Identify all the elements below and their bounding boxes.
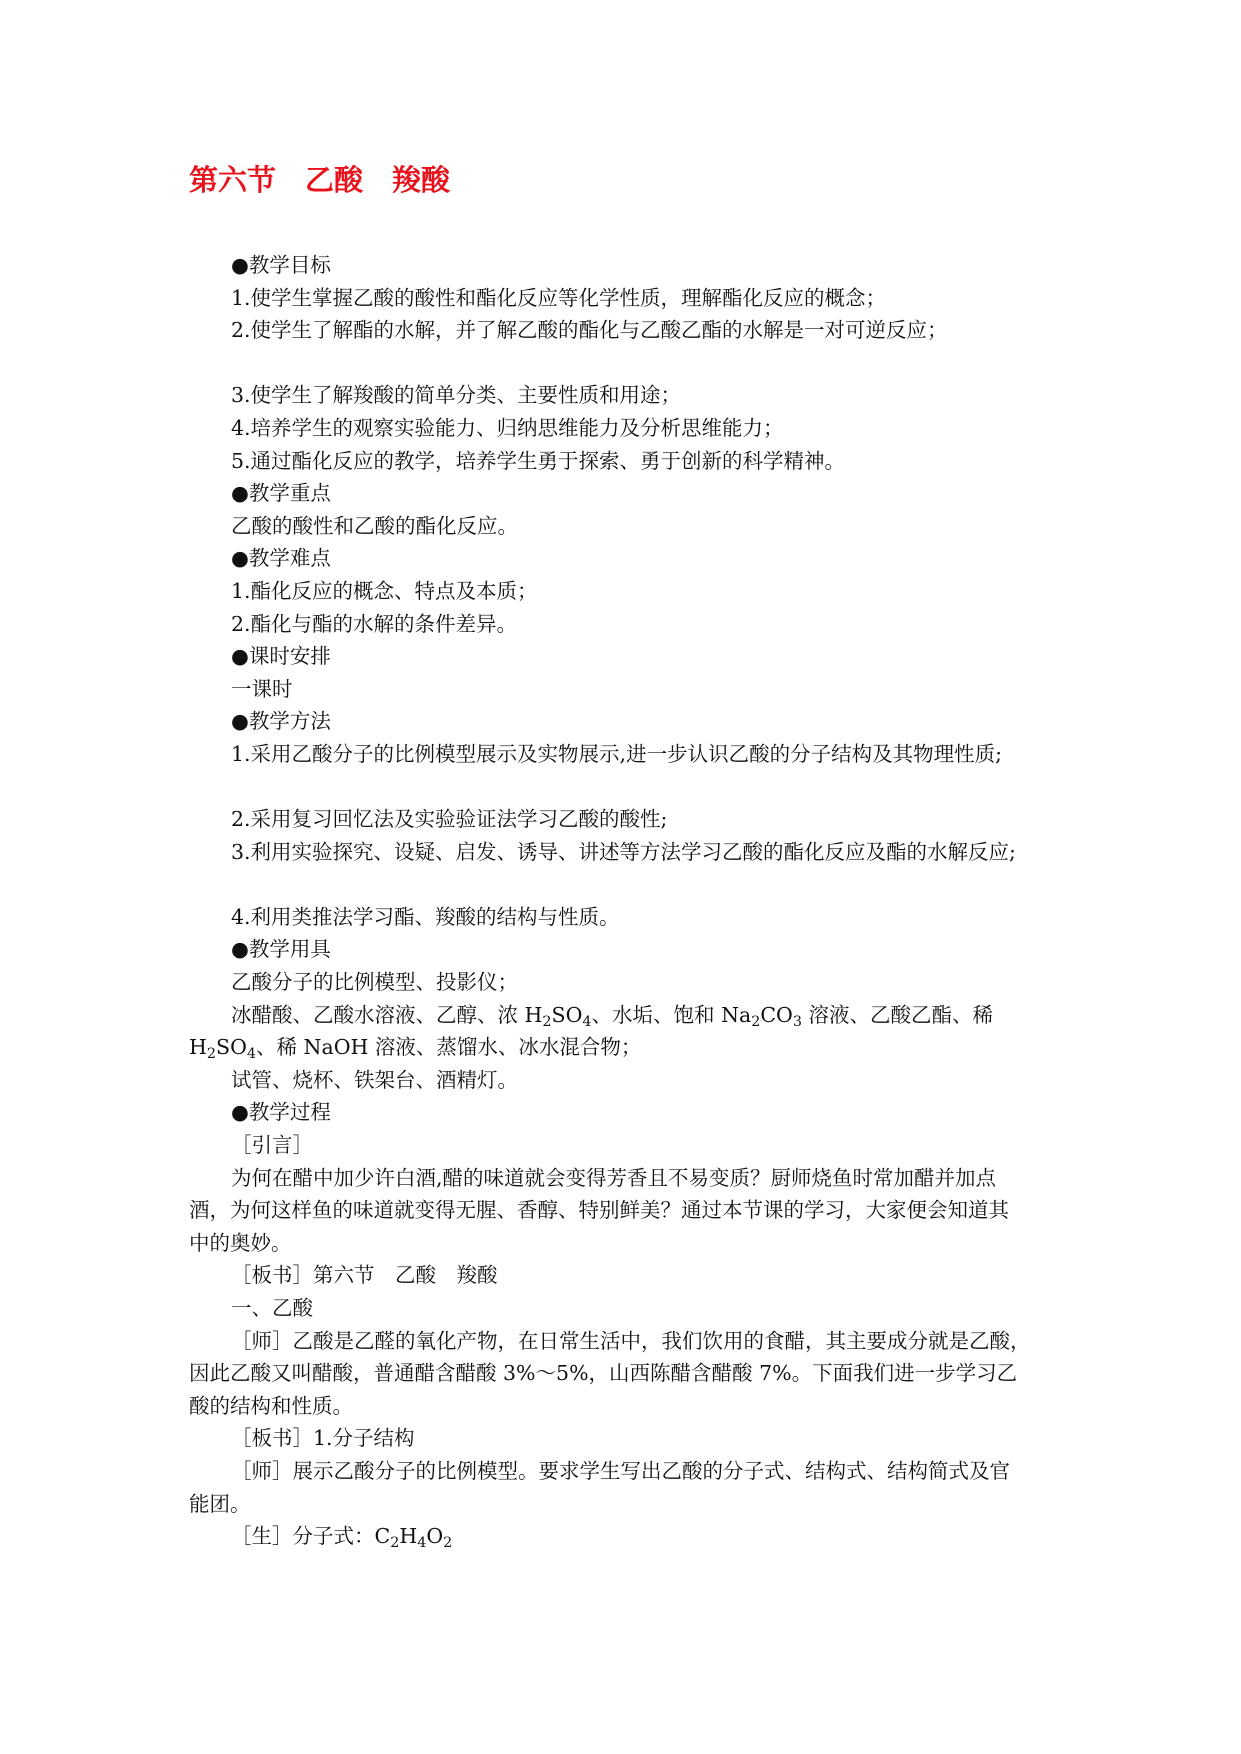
- reagents-text: SO: [216, 1035, 247, 1060]
- intro-paragraph-line: 酒，为何这样鱼的味道就变得无腥、香醇、特别鲜美？通过本节课的学习，大家便会知道其: [189, 1198, 1009, 1223]
- method-item: 1.采用乙酸分子的比例模型展示及实物展示,进一步认识乙酸的分子结构及其物理性质;: [231, 741, 1002, 766]
- student-formula: [189, 1520, 1059, 1553]
- key-points-heading: ●教学重点: [231, 481, 331, 506]
- teacher-paragraph-line: ［师］乙酸是乙醛的氧化产物，在日常生活中，我们饮用的食醋，其主要成分就是乙酸，: [231, 1328, 1031, 1353]
- key-points-text: 乙酸的酸性和乙酸的酯化反应。: [231, 513, 518, 538]
- tools-models: 乙酸分子的比例模型、投影仪；: [231, 970, 518, 995]
- objective-item: 3.使学生了解羧酸的简单分类、主要性质和用途；: [231, 383, 682, 408]
- methods-heading: ●教学方法: [231, 709, 331, 734]
- section-heading: 一、乙酸: [231, 1296, 313, 1320]
- subscript: 3: [792, 1013, 803, 1030]
- objective-item: 5.通过酯化反应的教学，培养学生勇于探索、勇于创新的科学精神。: [231, 448, 846, 473]
- schedule-heading: ●课时安排: [231, 644, 331, 669]
- objectives-heading: ●教学目标: [231, 253, 331, 277]
- objective-item: 1.使学生掌握乙酸的酸性和酯化反应等化学性质，理解酯化反应的概念；: [231, 285, 887, 310]
- reagents-text: SO: [551, 1002, 583, 1027]
- reagents-text: 、稀 NaOH 溶液、蒸馏水、冰水混合物；: [256, 1035, 642, 1060]
- subscript: 2: [206, 1046, 217, 1063]
- teacher-paragraph-line: 酸的结构和性质。: [189, 1393, 353, 1418]
- reagents-text: 冰醋酸、乙酸水溶液、乙醇、浓 H: [231, 1002, 543, 1027]
- board-note: ［板书］1.分子结构: [231, 1426, 415, 1451]
- method-item: 2.采用复习回忆法及实验验证法学习乙酸的酸性;: [231, 807, 668, 832]
- objective-item: 4.培养学生的观察实验能力、归纳思维能力及分析思维能力；: [231, 415, 784, 440]
- student-text: H: [399, 1524, 418, 1549]
- subscript: 2: [390, 1535, 400, 1552]
- teacher-paragraph-line: 因此乙酸又叫醋酸，普通醋含醋酸 3%～5%，山西陈醋含醋酸 7%。下面我们进一步学习乙: [189, 1361, 1018, 1386]
- difficulties-heading: ●教学难点: [231, 546, 331, 571]
- difficulty-item: 1.酯化反应的概念、特点及本质；: [231, 578, 538, 603]
- subscript: 2: [443, 1535, 453, 1552]
- subscript: 4: [417, 1535, 427, 1552]
- subscript: 2: [751, 1013, 761, 1030]
- intro-tag: ［引言］: [231, 1133, 313, 1158]
- student-text: O: [426, 1524, 444, 1549]
- reagents-text: 溶液、乙酸乙酯、稀: [802, 1002, 994, 1027]
- blank-line: [189, 868, 1059, 901]
- schedule-text: 一课时: [231, 676, 293, 701]
- subscript: 4: [246, 1046, 257, 1063]
- student-text: ［生］分子式：C: [231, 1524, 391, 1549]
- blank-line: [189, 347, 1059, 380]
- teacher-paragraph-line: ［师］展示乙酸分子的比例模型。要求学生写出乙酸的分子式、结构式、结构简式及官: [231, 1458, 1010, 1483]
- objective-item: 2.使学生了解酯的水解，并了解乙酸的酯化与乙酸乙酯的水解是一对可逆反应；: [231, 318, 948, 343]
- method-item: 3.利用实验探究、设疑、启发、诱导、讲述等方法学习乙酸的酯化反应及酯的水解反应;: [231, 839, 1016, 864]
- blank-line: [189, 771, 1059, 804]
- tools-reagents: [189, 999, 1059, 1032]
- tools-apparatus: 试管、烧杯、铁架台、酒精灯。: [231, 1067, 518, 1092]
- intro-paragraph-line: 中的奥妙。: [189, 1230, 292, 1255]
- reagents-text: 、水垢、饱和 Na: [591, 1002, 752, 1027]
- document-body: [189, 249, 1059, 1553]
- tools-heading: ●教学用具: [231, 937, 331, 962]
- page-title: 第六节 乙酸 羧酸: [189, 163, 451, 197]
- reagents-text: CO: [760, 1002, 793, 1027]
- method-item: 4.利用类推法学习酯、羧酸的结构与性质。: [231, 904, 620, 929]
- teacher-paragraph-line: 能团。: [189, 1491, 251, 1516]
- intro-paragraph-line: 为何在醋中加少许白酒,醋的味道就会变得芳香且不易变质？厨师烧鱼时常加醋并加点: [231, 1165, 997, 1190]
- reagents-text: H: [189, 1035, 207, 1060]
- tools-reagents-cont: [189, 1031, 1059, 1064]
- board-note: ［板书］第六节 乙酸 羧酸: [231, 1263, 498, 1288]
- difficulty-item: 2.酯化与酯的水解的条件差异。: [231, 611, 518, 636]
- subscript: 2: [542, 1013, 552, 1030]
- process-heading: ●教学过程: [231, 1100, 331, 1125]
- subscript: 4: [582, 1013, 592, 1030]
